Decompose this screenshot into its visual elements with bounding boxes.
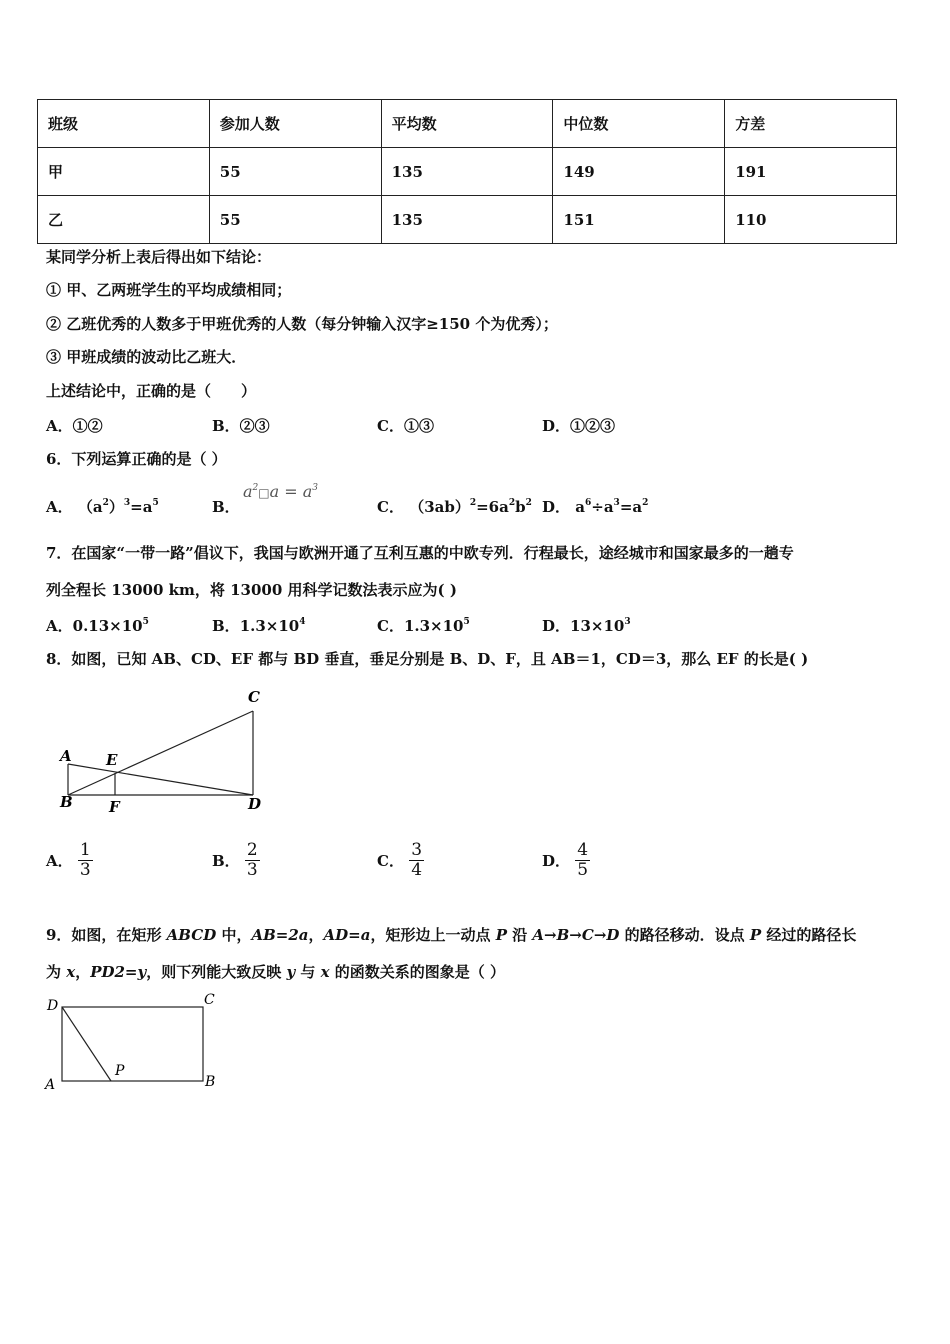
fraction: [78, 841, 93, 880]
label-d: D: [248, 795, 262, 813]
table-header-cell: 方差: [725, 100, 897, 148]
q8-option-label: A．: [46, 852, 73, 870]
table-header-cell: 中位数: [553, 100, 725, 148]
q9-math: y: [286, 963, 296, 981]
q6-c-sup: 2: [508, 498, 516, 508]
q7-option-label: A．: [46, 617, 73, 635]
q5-conclusion-3: ③ 甲班成绩的波动比乙班大．: [46, 348, 247, 366]
q9-text: 沿: [506, 926, 533, 944]
denominator: 4: [411, 860, 423, 880]
q6-b-expression: [243, 482, 318, 501]
q6-c-mid: =6a: [476, 498, 509, 516]
q5-option-a[interactable]: A．①②: [46, 417, 103, 435]
q7-option-base: 13×10: [570, 617, 625, 635]
segment-pd: [62, 1007, 111, 1081]
q9-math: x: [66, 963, 76, 981]
q8-option-d[interactable]: [542, 841, 590, 880]
q6-stem: 6．下列运算正确的是（ ）: [46, 450, 227, 468]
table-cell: 151: [553, 196, 725, 244]
q9-text: 9．如图，在矩形: [46, 926, 167, 944]
q6-option-d[interactable]: [542, 496, 648, 517]
q9-math: PD2=y: [90, 963, 147, 981]
fraction: [245, 841, 260, 880]
q6-a-mid: ）: [108, 498, 124, 516]
q8-option-label: D．: [542, 852, 571, 870]
q7-option-a[interactable]: [46, 615, 149, 636]
q7-option-base: 1.3×10: [403, 617, 464, 635]
q5-intro: 某同学分析上表后得出如下结论：: [46, 248, 272, 266]
q8-option-a[interactable]: [46, 841, 93, 880]
q7-option-exp: 4: [299, 617, 306, 627]
label-b: B: [205, 1074, 216, 1090]
numerator: 4: [577, 840, 589, 860]
table-cell: 135: [381, 196, 553, 244]
table-header-row: [38, 100, 897, 148]
q7-option-label: C．: [377, 617, 404, 635]
table-header-cell: 平均数: [381, 100, 553, 148]
q9-math: P: [495, 926, 507, 944]
q6-c-sup: 2: [469, 498, 477, 508]
q8-option-c[interactable]: [377, 841, 424, 880]
denominator: 3: [79, 860, 91, 880]
q6-d-mid: ÷a: [591, 498, 614, 516]
segment-bc: [68, 711, 253, 795]
q9-math: A→B→C→D: [532, 926, 620, 944]
q9-text: 的函数关系的图象是（ ）: [329, 963, 506, 981]
q9-text: 的路径移动．设点: [619, 926, 750, 944]
q9-math: AD=a: [323, 926, 371, 944]
segment-ad: [68, 764, 253, 795]
q9-text: ，: [75, 963, 91, 981]
q9-text: 与: [295, 963, 321, 981]
q8-option-label: B．: [212, 852, 240, 870]
q9-math: x: [320, 963, 330, 981]
label-f: F: [109, 798, 120, 816]
q9-math: AB=2a: [251, 926, 309, 944]
q7-option-label: D．: [542, 617, 571, 635]
q9-text: ，: [308, 926, 324, 944]
q6-b-sup: 2: [252, 483, 259, 493]
q7-line-1: 7．在国家“一带一路”倡议下，我国与欧洲开通了互利互惠的中欧专列．行程最长，途经城市和国家最多的一趟专: [46, 544, 794, 562]
table-header-cell: 班级: [38, 100, 210, 148]
q5-question: 上述结论中，正确的是（ ）: [46, 382, 257, 400]
table-cell: 149: [553, 148, 725, 196]
table-cell: 110: [725, 196, 897, 244]
q8-figure: [55, 683, 275, 818]
q6-b-box: □: [258, 486, 270, 500]
label-a: A: [45, 1077, 56, 1093]
q6-d-sup: 3: [613, 498, 620, 508]
q5-option-c[interactable]: C．①③: [377, 417, 434, 435]
q6-b-expr: a: [243, 482, 253, 501]
table-cell: 55: [209, 196, 381, 244]
q7-option-base: 1.3×10: [239, 617, 300, 635]
q6-d-mid2: =a: [619, 498, 643, 516]
table-row: [38, 148, 897, 196]
q6-a-sup: 2: [102, 498, 109, 508]
q6-c-label: C．: [377, 498, 404, 516]
label-c: C: [204, 992, 215, 1008]
q6-d-sup: 2: [642, 498, 649, 508]
q6-a-end: =a: [130, 498, 153, 516]
label-b: B: [60, 793, 73, 811]
q9-text: ，矩形边上一动点: [370, 926, 496, 944]
q9-text: 中，: [216, 926, 252, 944]
q6-option-a[interactable]: [46, 496, 159, 517]
q6-b-label: B．: [212, 498, 240, 516]
label-p: P: [115, 1063, 125, 1079]
q5-conclusion-1: ① 甲、乙两班学生的平均成绩相同；: [46, 281, 292, 299]
q6-a-text: （a: [77, 498, 103, 516]
q9-text: 为: [46, 963, 67, 981]
rectangle-abcd: [62, 1007, 203, 1081]
q9-text: ，则下列能大致反映: [146, 963, 287, 981]
numerator: 2: [246, 840, 258, 860]
label-c: C: [248, 688, 260, 706]
denominator: 3: [246, 860, 258, 880]
table-cell: 乙: [38, 196, 210, 244]
table-header-cell: 参加人数: [209, 100, 381, 148]
q6-c-sup: 2: [525, 498, 532, 508]
stats-table: [37, 99, 897, 244]
label-e: E: [106, 751, 118, 769]
q8-option-b[interactable]: [212, 841, 260, 880]
q7-option-exp: 5: [142, 617, 149, 627]
q7-option-exp: 5: [463, 617, 470, 627]
q6-d-label: D．: [542, 498, 571, 516]
q7-option-b[interactable]: [212, 615, 306, 636]
numerator: 1: [79, 840, 91, 860]
table-cell: 甲: [38, 148, 210, 196]
q9-figure: [40, 990, 230, 1100]
table-cell: 191: [725, 148, 897, 196]
q9-math: P: [749, 926, 762, 944]
q7-line-2: 列全程长 13000 km，将 13000 用科学记数法表示应为( ): [46, 581, 457, 599]
fraction: [575, 841, 590, 880]
denominator: 5: [577, 860, 589, 880]
q7-option-c[interactable]: [377, 615, 470, 636]
q9-text: 经过的路径长: [761, 926, 857, 944]
table-row: [38, 196, 897, 244]
q7-option-d[interactable]: [542, 615, 631, 636]
q8-stem: 8．如图，已知 AB、CD、EF 都与 BD 垂直，垂足分别是 B、D、F，且 AB＝1，CD＝3，那么 EF 的长是( ): [46, 650, 809, 668]
q6-d-sup: 6: [584, 498, 592, 508]
table-cell: 55: [209, 148, 381, 196]
q7-option-base: 0.13×10: [72, 617, 143, 635]
q8-option-label: C．: [377, 852, 404, 870]
label-d: D: [47, 998, 59, 1014]
q6-a-sup: 5: [152, 498, 159, 508]
q5-option-b[interactable]: B．②③: [212, 417, 270, 435]
q6-c-text: （3ab）: [409, 498, 470, 516]
q9-line-1: [46, 925, 856, 945]
q5-option-d[interactable]: D．①②③: [542, 417, 616, 435]
q9-line-2: [46, 962, 505, 982]
table-cell: 135: [381, 148, 553, 196]
q6-a-label: A．: [46, 498, 73, 516]
label-a: A: [60, 747, 72, 765]
q6-b-sup: 3: [312, 483, 319, 493]
fraction: [409, 841, 424, 880]
q6-option-c[interactable]: [377, 496, 532, 517]
q7-option-label: B．: [212, 617, 240, 635]
q6-d-a: a: [575, 498, 585, 516]
q7-option-exp: 3: [624, 617, 631, 627]
q5-conclusion-2: ② 乙班优秀的人数多于甲班优秀的人数（每分钟输入汉字≥150 个为优秀）；: [46, 315, 558, 333]
q6-a-sup: 3: [123, 498, 131, 508]
q6-b-expr: a = a: [269, 482, 313, 501]
q6-c-mid2: b: [515, 498, 526, 516]
numerator: 3: [411, 840, 423, 860]
q6-option-b[interactable]: [212, 496, 240, 517]
q9-math: ABCD: [166, 926, 217, 944]
